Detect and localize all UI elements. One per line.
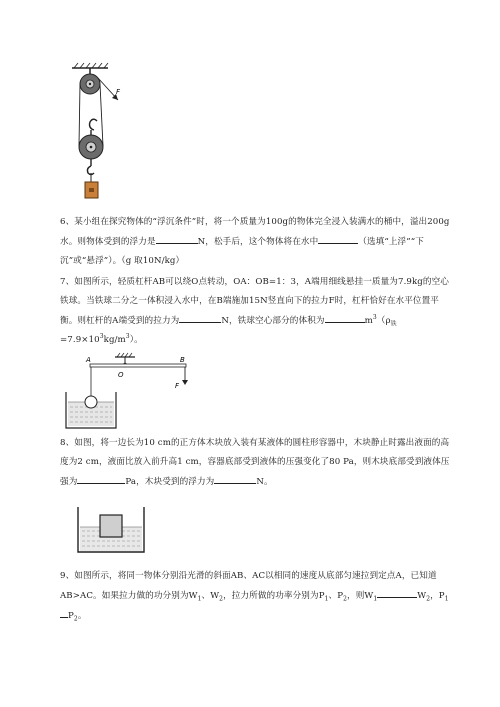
q6-text-2: N，松手后，这个物体将在水中 (197, 237, 319, 247)
lever-force-arrow (182, 367, 188, 385)
q9-sub-5: 1 (373, 595, 378, 603)
lever-label-f: F (175, 382, 180, 390)
q8-text-1: 8、如图，将一边长为10 cm的正方体木块放入装有某液体的圆柱形容器中，木块静止时露出液面的高度为2 cm，液面比放入前升高1 cm，容器底部受到液体的压强变化了80 Pa，则木块底部受到液体压强为 (60, 438, 450, 487)
wood-cube (100, 515, 122, 537)
q7-blank-1[interactable] (179, 311, 221, 323)
q9-sub-1: 1 (197, 595, 202, 603)
q9-sub-6: 2 (426, 595, 431, 603)
q9-sub-4: 2 (343, 595, 347, 603)
q6-blank-2[interactable] (318, 232, 358, 244)
q9-text-6: W (417, 591, 427, 601)
q7-text-6: kg/m (103, 335, 126, 345)
lever-label-o: O (118, 371, 124, 379)
q9-text-2: 、W (201, 591, 220, 601)
q6-blank-1[interactable] (156, 232, 198, 244)
q9-sub-8: 2 (73, 615, 78, 623)
q8-blank-2[interactable] (214, 472, 256, 484)
q9-text-8: P (68, 611, 74, 621)
lever-figure (60, 352, 200, 430)
q7-density-sup: 3 (125, 333, 130, 341)
q8-blank-1[interactable] (77, 472, 125, 484)
pulley-force-label: F (116, 88, 121, 96)
question-9 (60, 567, 456, 626)
ceiling-hatch (72, 63, 108, 68)
question-8 (60, 434, 456, 492)
q7-unit-m: m (364, 316, 373, 326)
hanging-weight (85, 182, 98, 198)
q9-sub-7: 1 (444, 595, 449, 603)
q7-rho-sub: 铁 (390, 320, 397, 328)
container-figure (70, 505, 150, 555)
q7-text-2: N，铁球空心部分的体积为 (221, 316, 325, 326)
lever-bar (90, 364, 186, 367)
q9-text-1: 9、如图所示，将同一物体分别沿光滑的斜面AB、AC以相同的速度从底部匀速拉到定点A，已知道AB>AC。如果拉力做的功分别为W (60, 571, 437, 601)
pulley-figure (60, 60, 130, 202)
q9-blank-2[interactable] (60, 606, 68, 618)
q7-text-5: =7.9×10 (60, 335, 100, 345)
q7-text-1: 7、如图所示，轻质杠杆AB可以绕O点转动，OA：OB=1：3，A端用细线悬挂一质量为7.9kg的空心铁球。当铁球二分之一体积浸入水中，在B端施加15N竖直向下的拉力F时，杠杆恰好在水平位置平衡。则杠杆的A端受到的拉力为 (60, 277, 449, 326)
q9-text-7: ，P (430, 591, 445, 601)
iron-ball (85, 396, 97, 408)
lever-label-b: B (180, 356, 185, 364)
q9-text-9: 。 (77, 611, 87, 621)
movable-pulley (79, 135, 103, 159)
q7-unit-sup: 3 (372, 314, 377, 322)
q9-sub-2: 2 (219, 595, 224, 603)
q6-text-1: 6、某小组在探究物体的“浮沉条件”时，将一个质量为100g的物体完全浸入装满水的桶中，溢出200g水。则物体受到的浮力是 (60, 217, 450, 247)
q8-text-2: Pa，木块受到的浮力为 (125, 477, 215, 487)
question-7 (60, 273, 456, 350)
hook-upper (90, 119, 98, 136)
hook-lower (87, 159, 94, 182)
q9-text-4: 、P (328, 591, 344, 601)
fixed-pulley (80, 68, 100, 94)
q7-exp-sup: 3 (99, 333, 104, 341)
q9-text-3: ，拉力所做的功率分别为P (223, 591, 325, 601)
lever-label-a: A (86, 356, 91, 364)
q7-blank-2[interactable] (325, 311, 365, 323)
q9-blank-1[interactable] (377, 586, 417, 598)
question-6 (60, 213, 456, 271)
q7-text-7: ）。 (129, 335, 143, 345)
q9-sub-3: 1 (324, 595, 329, 603)
q9-text-5: ，则W (347, 591, 374, 601)
q8-text-3: N。 (256, 477, 273, 487)
q7-text-4: （ρ (376, 316, 391, 326)
q6-text-3: （选填“上浮”“下沉”或“悬浮”）。（g 取10N/kg） (60, 237, 424, 266)
